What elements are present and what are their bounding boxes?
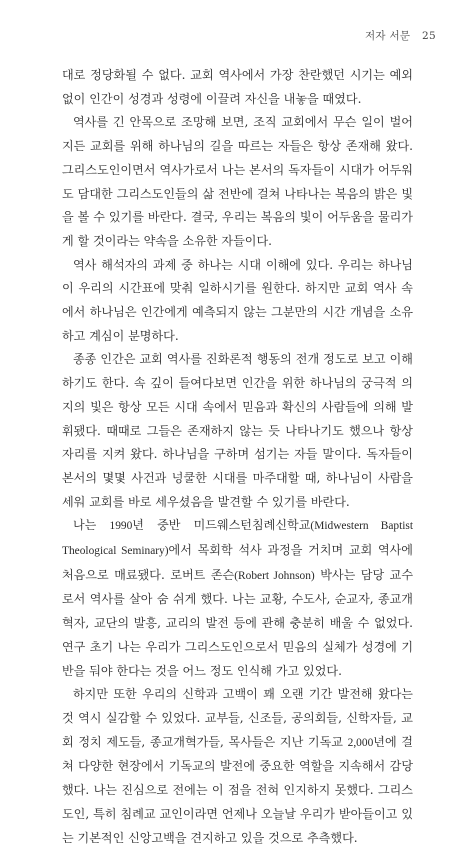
latin-text: 1990 [109, 520, 133, 533]
running-head-title: 저자 서문 [364, 30, 411, 42]
running-head [365, 28, 436, 43]
paragraph [62, 111, 413, 253]
latin-text: 2,000 [347, 736, 374, 749]
paragraph-text: 하지만 또한 우리의 신학과 고백이 꽤 오랜 기간 발전해 왔다는 것 역시 실감할 수 있었다. 교부들, 신조들, 공의회들, 신학자들, 교회 정치 제도들, 종교개혁가들, 목사들은 지난 기독교 [62, 687, 413, 749]
latin-text: (Robert Johnson) [234, 569, 315, 582]
paragraph-text: 년에 걸쳐 다양한 현장에서 기독교의 발전에 중요한 역할을 지속해서 감당했다. 나는 진심으로 전에는 이 점을 전혀 인지하지 못했다. 그리스도인, 특히 침례교 교인이라면 언제나 오늘날 우리가 받아들이고 있는 기본적인 신앙고백을 견지하고 있을 것으로 추측했다. [62, 734, 413, 845]
body-text [62, 64, 413, 850]
latin-text: (Midwestern Baptist Theological Seminary) [62, 520, 414, 558]
paragraph [62, 64, 413, 111]
paragraph-text: 종종 인간은 교회 역사를 진화론적 행동의 전개 정도로 보고 이해하기도 한다. 속 깊이 들여다보면 인간을 위한 하나님의 궁극적 의지의 빛은 항상 모든 시대 속에서 믿음과 확신의 사람들에 의해 발휘됐다. 때때로 그들은 존재하지 않는 듯 나타나기도 했으나 항상 자리를 지켜 왔다. 하나님을 구하며 섬기는 자들 말이다. 독자들이 본서의 몇몇 사건과 넝쿨한 시대를 마주대할 때, 하나님이 사람을 세워 교회를 바로 세우셨음을 발견할 수 있기를 바란다. [62, 352, 413, 509]
paragraph-text: 나는 [73, 518, 110, 533]
paragraph [62, 254, 413, 349]
paragraph-text: 박사는 담당 교수로서 역사를 살아 숨 쉬게 했다. 나는 교황, 수도사, 순교자, 종교개혁자, 교단의 발흥, 교리의 발전 등에 관해 충분히 배울 수 없었다. 연구 초기 나는 우리가 그리스도인으로서 믿음의 실체가 성경에 기반을 둬야 한다는 것을 어느 정도 인식해 가고 있었다. [62, 567, 414, 678]
paragraph [62, 348, 413, 514]
paragraph-text: 역사를 긴 안목으로 조망해 보면, 조직 교회에서 무슨 일이 벌어지든 교회를 위해 하나님의 길을 따르는 자들은 항상 존재해 왔다. 그리스도인이면서 역사가로서 나는 본서의 독자들이 시대가 어두워도 담대한 그리스도인들의 삶 전반에 걸쳐 나타나는 복음의 밝은 빛을 볼 수 있기를 바란다. 결국, 우리는 복음의 빛이 어두움을 물리가게 할 것이라는 약속을 소유한 자들이다. [62, 115, 413, 248]
paragraph-text: 역사 해석자의 과제 중 하나는 시대 이해에 있다. 우리는 하나님이 우리의 시간표에 맞춰 일하시기를 원한다. 하지만 교회 역사 속에서 하나님은 인간에게 예측되지 않는 그분만의 시간 개념을 소유하고 계심이 분명하다. [62, 257, 413, 343]
paragraph-text: 에서 목회학 석사 과정을 거치며 교회 역사에 처음으로 매료됐다. 로버트 존슨 [62, 543, 413, 582]
paragraph-text: 년 중반 미드웨스턴침례신학교 [132, 518, 311, 533]
paragraph [62, 514, 413, 683]
page-number: 25 [422, 30, 436, 42]
paragraph-text: 대로 정당화될 수 없다. 교회 역사에서 가장 찬란했던 시기는 예외 없이 인간이 성경과 성령에 이끌려 자신을 내놓을 때였다. [62, 68, 413, 106]
paragraph [62, 683, 413, 850]
